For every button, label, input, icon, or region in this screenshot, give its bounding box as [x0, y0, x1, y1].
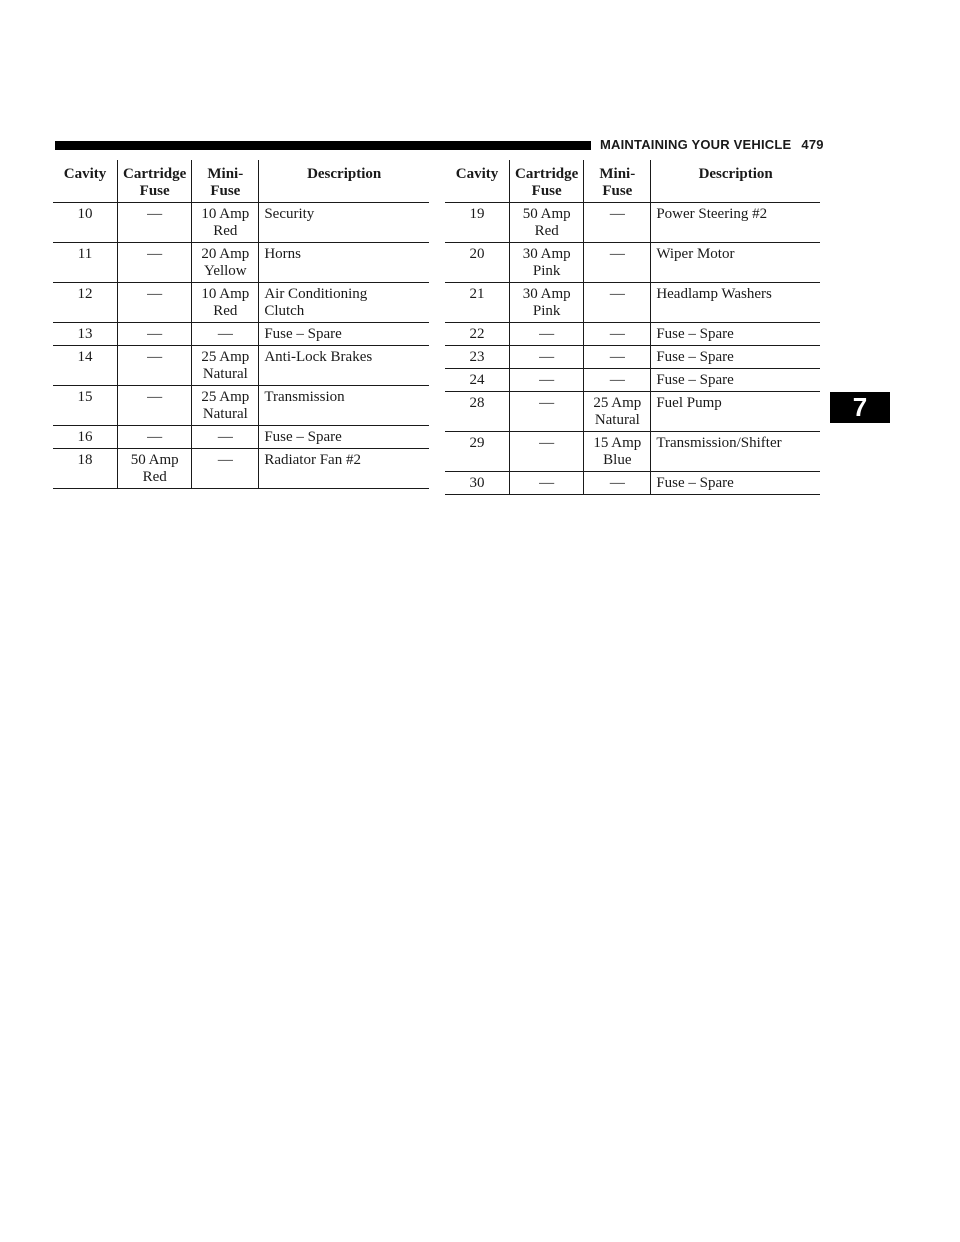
cell-mini: [584, 432, 651, 472]
cell-description: [259, 243, 429, 283]
cell-description: [259, 283, 429, 323]
cell-mini-line: 10 Amp: [201, 206, 250, 222]
col-header-mini: [192, 160, 259, 203]
cell-cartridge: [118, 243, 192, 283]
cell-cavity: 28: [445, 392, 510, 432]
cell-description: [651, 243, 820, 283]
table-header-row: [53, 160, 429, 203]
cell-mini-line: —: [609, 286, 625, 302]
cell-cavity: 15: [53, 386, 118, 426]
cell-cartridge: [510, 323, 584, 346]
table-row: [53, 243, 429, 283]
cell-cartridge-line: —: [147, 326, 163, 342]
cell-description-line: Fuel Pump: [656, 395, 722, 411]
col-header-cavity: Cavity: [53, 160, 118, 203]
cell-mini: [192, 323, 259, 346]
cell-cavity: 11: [53, 243, 118, 283]
table-row: [53, 386, 429, 426]
cell-description-line: Fuse – Spare: [656, 475, 734, 491]
cell-cartridge-line: 50 Amp: [130, 452, 179, 468]
table-header-row: [445, 160, 820, 203]
cell-cartridge-line: —: [147, 429, 163, 445]
cell-cartridge: [118, 449, 192, 489]
chapter-tab: 7: [830, 392, 890, 423]
table-row: [445, 283, 820, 323]
fuse-table-right: [445, 160, 820, 495]
cell-description-line: Fuse – Spare: [656, 326, 734, 342]
table-row: [53, 203, 429, 243]
table-row: [53, 346, 429, 386]
col-header-line: Fuse: [602, 183, 633, 199]
table-row: [53, 283, 429, 323]
cell-cartridge-line: —: [147, 349, 163, 365]
cell-mini-line: —: [217, 429, 233, 445]
cell-mini: [584, 346, 651, 369]
cell-cartridge-line: —: [147, 286, 163, 302]
cell-mini-line: —: [217, 452, 233, 468]
cell-description-line: Wiper Motor: [656, 246, 735, 262]
fuse-table-left: [53, 160, 429, 489]
header-rule: [55, 141, 591, 150]
cell-description: [259, 449, 429, 489]
cell-description-line: Transmission: [264, 389, 345, 405]
cell-mini-line: 10 Amp: [201, 286, 250, 302]
cell-description: [651, 203, 820, 243]
cell-cartridge: [510, 283, 584, 323]
cell-cartridge-line: Red: [534, 223, 559, 239]
cell-description: [651, 369, 820, 392]
cell-cartridge: [510, 392, 584, 432]
cell-description: [259, 386, 429, 426]
table-body: [445, 203, 820, 495]
cell-mini: [192, 426, 259, 449]
col-header-line: Fuse: [531, 183, 562, 199]
col-header-line: Cartridge: [123, 166, 187, 182]
cell-cartridge-line: Pink: [532, 263, 561, 279]
cell-description-line: Fuse – Spare: [656, 349, 734, 365]
cell-cartridge-line: —: [539, 372, 555, 388]
col-header-line: Mini-: [207, 166, 244, 182]
cell-description-line: Air Conditioning: [264, 286, 368, 302]
cell-cavity: 16: [53, 426, 118, 449]
cell-mini-line: Natural: [202, 366, 248, 382]
cell-description: [259, 346, 429, 386]
table-row: [445, 369, 820, 392]
cell-description-line: Fuse – Spare: [656, 372, 734, 388]
table-row: [445, 203, 820, 243]
col-header-mini: [584, 160, 651, 203]
table-row: [53, 426, 429, 449]
cell-cartridge: [118, 323, 192, 346]
cell-mini: [192, 203, 259, 243]
cell-cavity: 18: [53, 449, 118, 489]
cell-mini-line: —: [609, 246, 625, 262]
table-row: [445, 472, 820, 495]
cell-mini: [584, 472, 651, 495]
cell-cartridge-line: —: [539, 349, 555, 365]
cell-description: [259, 426, 429, 449]
cell-description-line: Clutch: [264, 303, 305, 319]
col-header-line: Fuse: [139, 183, 170, 199]
cell-mini: [192, 346, 259, 386]
cell-mini-line: —: [609, 326, 625, 342]
cell-mini: [584, 369, 651, 392]
cell-cartridge-line: —: [539, 475, 555, 491]
cell-cavity: 19: [445, 203, 510, 243]
table-row: [53, 323, 429, 346]
cell-cavity: 24: [445, 369, 510, 392]
cell-mini-line: Blue: [603, 452, 632, 468]
page-number: 479: [801, 137, 824, 152]
cell-cartridge-line: —: [147, 389, 163, 405]
cell-description-line: Power Steering #2: [656, 206, 768, 222]
cell-cartridge: [510, 346, 584, 369]
cell-cartridge: [118, 426, 192, 449]
cell-cartridge: [510, 369, 584, 392]
cell-cartridge: [510, 432, 584, 472]
cell-cartridge-line: —: [539, 326, 555, 342]
cell-cartridge-line: 50 Amp: [522, 206, 571, 222]
cell-description: [651, 346, 820, 369]
cell-cartridge-line: Pink: [532, 303, 561, 319]
cell-mini-line: Red: [213, 303, 238, 319]
cell-cavity: 29: [445, 432, 510, 472]
cell-description: [651, 392, 820, 432]
cell-description-line: Horns: [264, 246, 301, 262]
col-header-cartridge: [118, 160, 192, 203]
cell-cartridge: [118, 346, 192, 386]
col-header-line: Fuse: [210, 183, 241, 199]
cell-cartridge: [510, 472, 584, 495]
cell-mini-line: Red: [213, 223, 238, 239]
cell-mini: [584, 323, 651, 346]
table-row: [445, 432, 820, 472]
cell-cartridge: [118, 283, 192, 323]
table-row: [445, 323, 820, 346]
cell-description-line: Fuse – Spare: [264, 326, 342, 342]
cell-description-line: Transmission/Shifter: [656, 435, 782, 451]
cell-cartridge: [118, 386, 192, 426]
cell-cavity: 20: [445, 243, 510, 283]
cell-mini-line: —: [609, 372, 625, 388]
cell-description-line: Anti-Lock Brakes: [264, 349, 373, 365]
cell-description: [259, 203, 429, 243]
cell-description: [651, 472, 820, 495]
cell-mini: [584, 243, 651, 283]
cell-cavity: 12: [53, 283, 118, 323]
cell-cartridge-line: 30 Amp: [522, 286, 571, 302]
cell-cartridge-line: —: [147, 206, 163, 222]
cell-mini: [192, 283, 259, 323]
cell-description: [651, 323, 820, 346]
cell-cavity: 21: [445, 283, 510, 323]
cell-description: [651, 432, 820, 472]
cell-cartridge: [118, 203, 192, 243]
cell-mini-line: Natural: [202, 406, 248, 422]
cell-mini-line: 15 Amp: [593, 435, 642, 451]
cell-mini-line: 25 Amp: [201, 389, 250, 405]
cell-mini: [584, 283, 651, 323]
cell-mini: [192, 243, 259, 283]
cell-mini: [584, 392, 651, 432]
col-header-description: Description: [651, 160, 820, 203]
cell-cavity: 13: [53, 323, 118, 346]
cell-cavity: 10: [53, 203, 118, 243]
cell-description-line: Radiator Fan #2: [264, 452, 361, 468]
cell-description-line: Headlamp Washers: [656, 286, 772, 302]
col-header-line: Mini-: [599, 166, 636, 182]
cell-mini-line: 25 Amp: [201, 349, 250, 365]
section-title: MAINTAINING YOUR VEHICLE: [600, 137, 792, 152]
cell-cartridge-line: Red: [142, 469, 167, 485]
cell-mini-line: —: [609, 475, 625, 491]
cell-cavity: 14: [53, 346, 118, 386]
cell-cavity: 23: [445, 346, 510, 369]
cell-mini-line: 20 Amp: [201, 246, 250, 262]
table-row: [445, 243, 820, 283]
cell-mini-line: Yellow: [203, 263, 247, 279]
col-header-cavity: Cavity: [445, 160, 510, 203]
cell-description: [259, 323, 429, 346]
col-header-description: Description: [259, 160, 429, 203]
cell-mini: [192, 386, 259, 426]
cell-cavity: 22: [445, 323, 510, 346]
cell-cartridge-line: —: [539, 435, 555, 451]
cell-mini-line: —: [217, 326, 233, 342]
cell-cartridge-line: —: [147, 246, 163, 262]
col-header-line: Cartridge: [515, 166, 579, 182]
table-row: [53, 449, 429, 489]
cell-mini: [584, 203, 651, 243]
cell-cavity: 30: [445, 472, 510, 495]
cell-mini-line: Natural: [594, 412, 640, 428]
running-header: [600, 137, 824, 155]
cell-description-line: Fuse – Spare: [264, 429, 342, 445]
cell-mini: [192, 449, 259, 489]
cell-cartridge: [510, 243, 584, 283]
cell-cartridge-line: 30 Amp: [522, 246, 571, 262]
table-row: [445, 392, 820, 432]
cell-cartridge-line: —: [539, 395, 555, 411]
col-header-cartridge: [510, 160, 584, 203]
cell-mini-line: —: [609, 206, 625, 222]
cell-cartridge: [510, 203, 584, 243]
table-body: [53, 203, 429, 489]
cell-mini-line: —: [609, 349, 625, 365]
cell-description-line: Security: [264, 206, 315, 222]
table-row: [445, 346, 820, 369]
cell-mini-line: 25 Amp: [593, 395, 642, 411]
cell-description: [651, 283, 820, 323]
